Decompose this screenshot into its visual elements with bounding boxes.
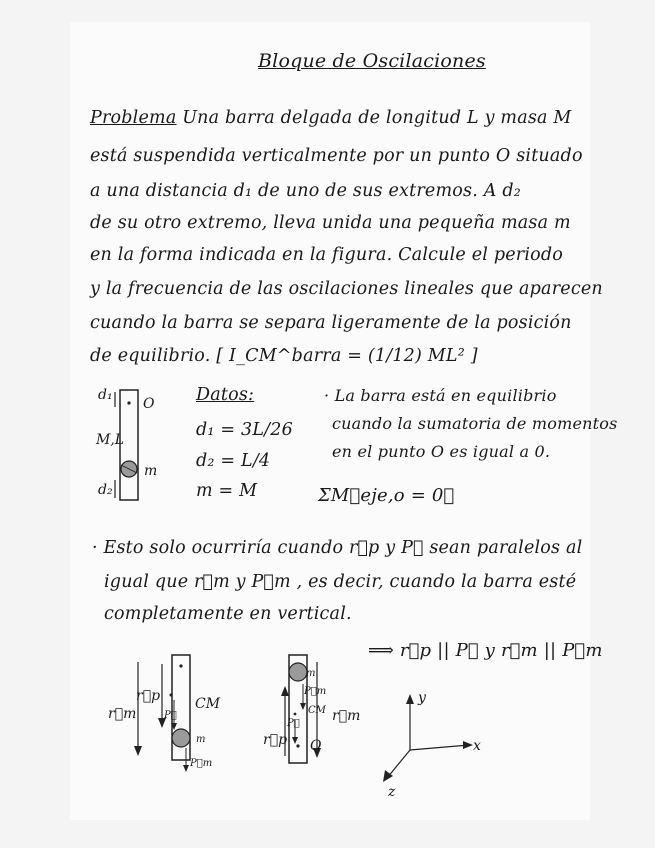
problem-text-2: está suspendida verticalmente por un punto O situado: [90, 146, 583, 166]
fig2-m-label: m: [196, 734, 206, 745]
fig3-o-label: O: [310, 738, 322, 754]
equilibrium-line-2: cuando la sumatoria de momentos: [332, 414, 618, 433]
fig1-ml-label: M,L: [96, 432, 125, 448]
fig2-rp-label: r⃗p: [136, 688, 161, 704]
axis-y-label: y: [418, 690, 426, 706]
problem-line-1: [90, 108, 572, 128]
parallel-implication: ⟹ r⃗p || P⃗ y r⃗m || P⃗m: [368, 640, 603, 661]
fig2-pm-label: P⃗m: [190, 758, 213, 769]
fig1-d2-label: d₂: [98, 482, 113, 498]
datos-item-2: d₂ = L/4: [196, 451, 271, 471]
page-title: Bloque de Oscilaciones: [258, 50, 486, 72]
fig1-m-label: m: [144, 463, 158, 479]
condition-line-1: · Esto solo ocurriría cuando r⃗p y P⃗ sean paralelos al: [92, 538, 583, 558]
problem-text-1: Una barra delgada de longitud L y masa M: [182, 108, 572, 128]
condition-line-2: igual que r⃗m y P⃗m , es decir, cuando la barra esté: [104, 572, 577, 592]
problem-text-7: cuando la barra se separa ligeramente de la posición: [90, 313, 572, 333]
problem-text-6: y la frecuencia de las oscilaciones lineales que aparecen: [90, 279, 603, 299]
datos-item-1: d₁ = 3L/26: [196, 420, 293, 440]
fig3-m-label: m: [306, 668, 316, 679]
equilibrium-line-1: · La barra está en equilibrio: [324, 386, 557, 405]
problem-text-8: de equilibrio. [ I_CM^barra = (1/12) ML² ]: [90, 346, 478, 366]
equilibrium-equation: ΣM⃗eje,o = 0⃗: [318, 485, 455, 506]
axis-z-label: z: [388, 784, 396, 800]
fig2-cm-label: CM: [195, 696, 221, 712]
problem-heading: Problema: [90, 108, 177, 128]
condition-line-3: completamente en vertical.: [104, 604, 352, 624]
datos-heading: Datos:: [196, 385, 255, 405]
datos-item-3: m = M: [196, 481, 258, 501]
fig3-pm-label: P⃗m: [304, 686, 327, 697]
fig1-o-label: O: [143, 396, 155, 412]
problem-text-4: de su otro extremo, lleva unida una pequeña masa m: [90, 213, 571, 233]
problem-text-3: a una distancia d₁ de uno de sus extremos. A d₂: [90, 181, 521, 201]
problem-text-5: en la forma indicada en la figura. Calcule el periodo: [90, 245, 564, 265]
axis-x-label: x: [473, 738, 481, 754]
fig3-rp-label: r⃗p: [263, 732, 288, 748]
fig3-p-label: P⃗: [287, 718, 300, 729]
equilibrium-line-3: en el punto O es igual a 0.: [332, 442, 551, 461]
fig2-rm-label: r⃗m: [108, 706, 137, 722]
fig3-cm-label: CM: [308, 705, 326, 716]
fig2-p-label: P⃗: [164, 710, 177, 721]
fig1-d1-label: d₁: [98, 387, 113, 403]
fig3-rm-label: r⃗m: [332, 708, 361, 724]
